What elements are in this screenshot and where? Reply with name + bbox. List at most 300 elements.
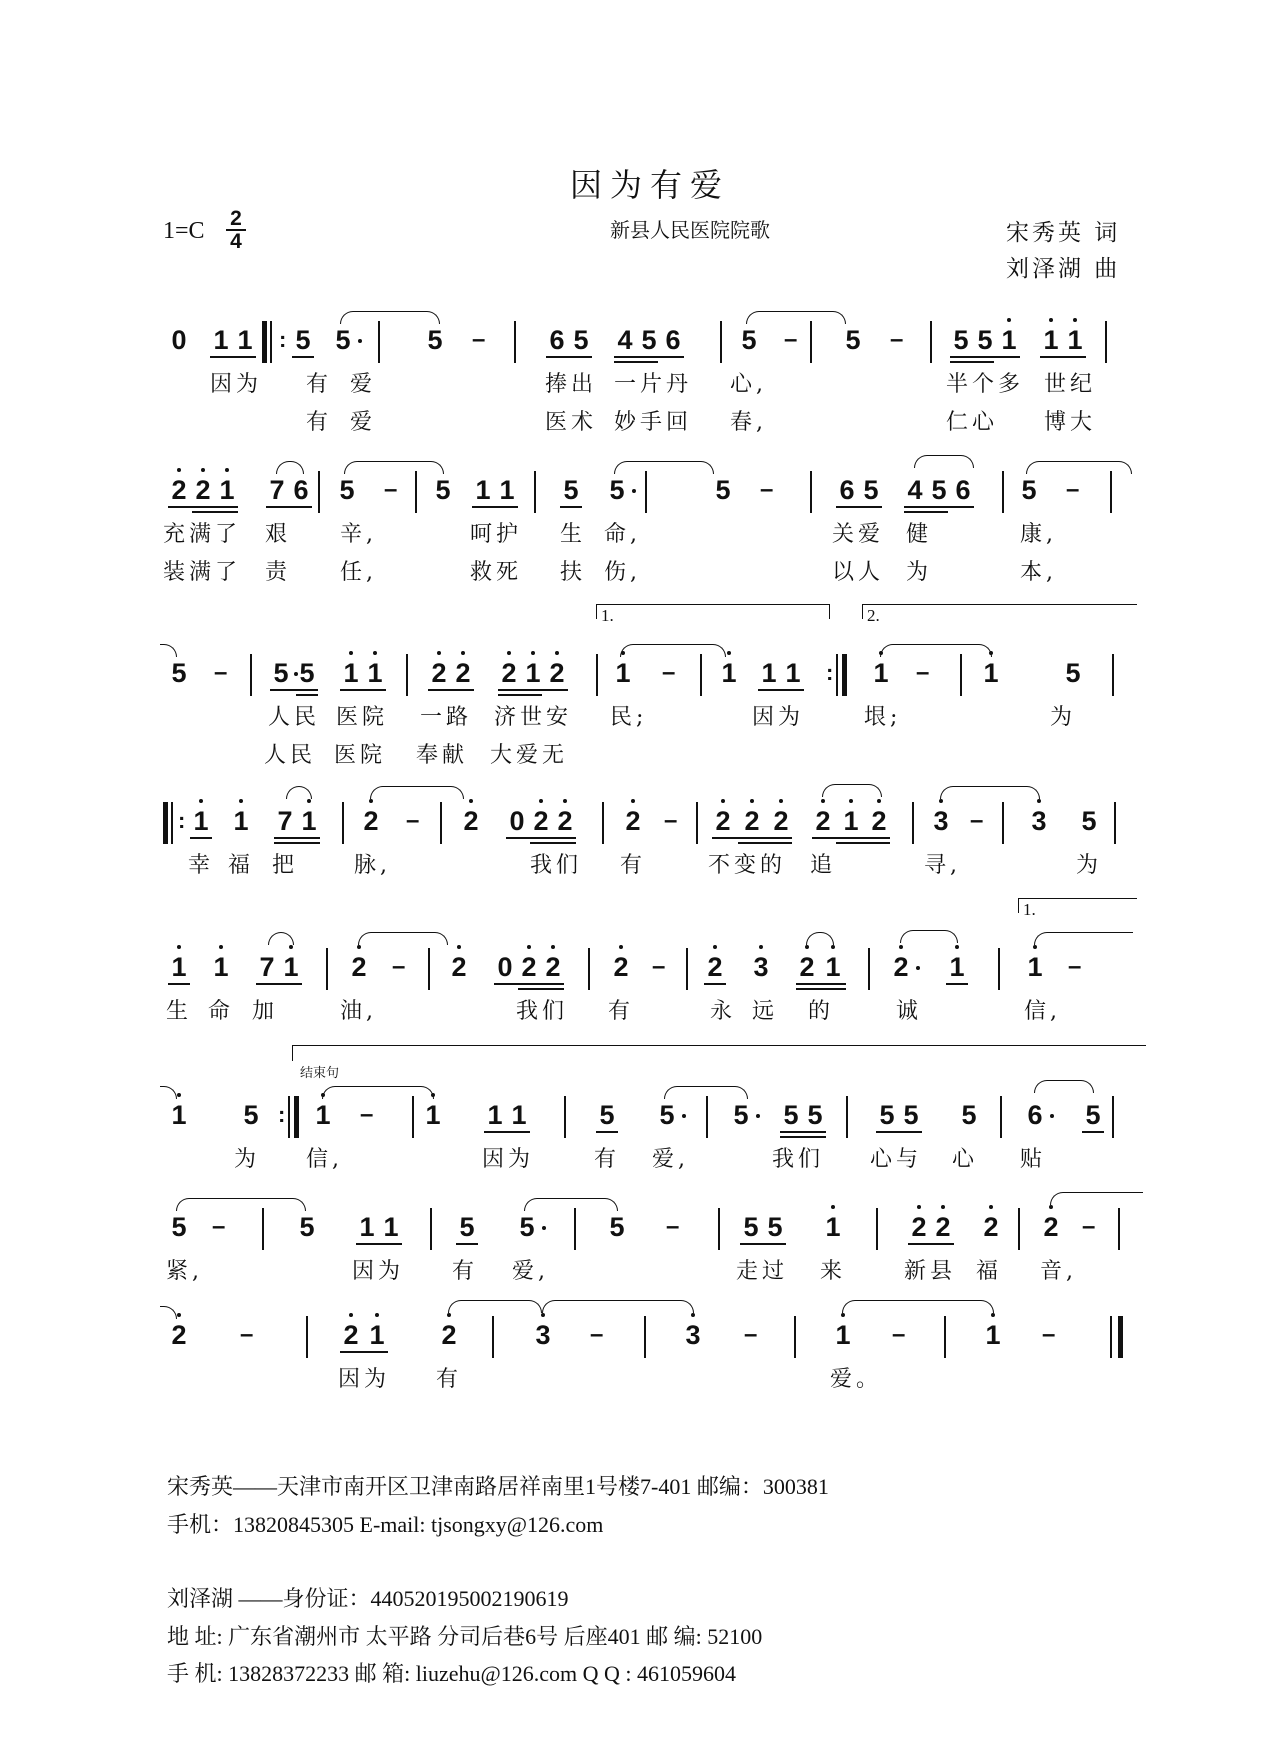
barline bbox=[492, 1316, 494, 1358]
lyric: 爱 bbox=[350, 372, 377, 397]
note: 2 bbox=[770, 806, 792, 836]
repeat-end-barline bbox=[294, 1096, 299, 1138]
barline bbox=[1118, 1208, 1120, 1250]
note: 5 bbox=[767, 1212, 783, 1242]
tie bbox=[542, 1300, 694, 1313]
note: 2 bbox=[796, 952, 818, 982]
note: 5 bbox=[641, 325, 657, 355]
note: 5 bbox=[609, 1212, 625, 1242]
note: 5 bbox=[270, 658, 292, 688]
underline bbox=[340, 1351, 388, 1353]
note: 1 bbox=[1024, 952, 1046, 982]
note: 2 bbox=[980, 1212, 1002, 1242]
dash: – bbox=[240, 1321, 254, 1348]
lyric: 有 bbox=[306, 410, 333, 435]
repeat-end-barline bbox=[842, 654, 847, 696]
underline bbox=[498, 689, 568, 691]
note: 2 bbox=[610, 952, 632, 982]
lyric: 一路 bbox=[420, 705, 473, 730]
note: 1 bbox=[946, 952, 968, 982]
underline bbox=[908, 1243, 954, 1245]
lyric: 因为 bbox=[210, 372, 263, 397]
tie bbox=[358, 932, 448, 945]
note: 7 bbox=[269, 475, 285, 505]
barline bbox=[930, 321, 932, 363]
note: 5 bbox=[656, 1100, 678, 1130]
note: 2 bbox=[448, 952, 470, 982]
note: 1 bbox=[1040, 325, 1062, 355]
note: 2 bbox=[340, 1320, 362, 1350]
dash: – bbox=[590, 1321, 604, 1348]
lyric: 福 bbox=[976, 1259, 1003, 1284]
note: 2 bbox=[546, 658, 568, 688]
tie bbox=[1026, 461, 1132, 474]
lyric: 贴 bbox=[1020, 1147, 1047, 1172]
barline bbox=[342, 802, 344, 844]
key-signature: 1=C bbox=[163, 218, 205, 244]
song-title: 因为有爱 bbox=[569, 166, 730, 204]
note: 1 bbox=[761, 658, 777, 688]
lyric: 充满了 bbox=[163, 522, 242, 547]
time-signature-numerator: 2 bbox=[226, 208, 246, 231]
underline bbox=[256, 983, 302, 985]
note: 2 bbox=[518, 952, 540, 982]
note: 5 bbox=[953, 325, 969, 355]
lyric: 济世安 bbox=[494, 705, 573, 730]
barline bbox=[1112, 1096, 1114, 1138]
note: 4 bbox=[617, 325, 633, 355]
note: 2 bbox=[1040, 1212, 1062, 1242]
note: 1 bbox=[190, 806, 212, 836]
lyric: 我们 bbox=[530, 853, 583, 878]
lyric: 呵护 bbox=[470, 522, 523, 547]
lyric: 我们 bbox=[772, 1147, 825, 1172]
tie bbox=[746, 311, 846, 324]
dash: – bbox=[1082, 1213, 1096, 1240]
note: 5 bbox=[730, 1100, 752, 1130]
lyric: 生 bbox=[166, 999, 193, 1024]
lyric: 油, bbox=[340, 999, 377, 1024]
dash: – bbox=[652, 953, 666, 980]
barline bbox=[1002, 471, 1004, 513]
underline bbox=[876, 1131, 922, 1133]
tie bbox=[176, 1198, 306, 1211]
note: 5 bbox=[606, 475, 628, 505]
lyric: 垠; bbox=[864, 705, 902, 730]
barline bbox=[944, 1316, 946, 1358]
underline bbox=[796, 988, 846, 990]
underline bbox=[836, 506, 882, 508]
note: 5 bbox=[1021, 475, 1037, 505]
tie-open bbox=[1034, 932, 1133, 945]
barline bbox=[686, 948, 688, 990]
final-barline bbox=[1110, 1316, 1112, 1358]
underline bbox=[796, 983, 846, 985]
note: 1 bbox=[511, 1100, 527, 1130]
note: 1 bbox=[499, 475, 515, 505]
lyric: 以人 bbox=[832, 560, 885, 585]
note: 6 bbox=[1024, 1100, 1046, 1130]
lyric: 因为 bbox=[338, 1367, 391, 1392]
barline bbox=[810, 471, 812, 513]
barline bbox=[1018, 1208, 1020, 1250]
note: 3 bbox=[1028, 806, 1050, 836]
note: 7 bbox=[259, 952, 275, 982]
barline bbox=[1105, 321, 1107, 363]
tie bbox=[620, 644, 726, 657]
note: 5 bbox=[243, 1100, 259, 1130]
lyric: 命, bbox=[604, 522, 641, 547]
barline bbox=[1112, 654, 1114, 696]
note: 2 bbox=[498, 658, 520, 688]
lyric: 伤, bbox=[604, 560, 641, 585]
lyric: 为 bbox=[906, 560, 933, 585]
note: 6 bbox=[839, 475, 855, 505]
volta-bracket-2 bbox=[862, 604, 1137, 625]
lyric: 紧, bbox=[166, 1259, 203, 1284]
note: 5 bbox=[783, 1100, 799, 1130]
note: 5 bbox=[807, 1100, 823, 1130]
note: 1 bbox=[840, 806, 862, 836]
note: 0 bbox=[509, 806, 525, 836]
dash: – bbox=[1042, 1321, 1056, 1348]
note: 2 bbox=[168, 1320, 190, 1350]
lyric: 一片丹 bbox=[614, 372, 693, 397]
note: 2 bbox=[890, 952, 912, 982]
lyric: 生 bbox=[560, 522, 587, 547]
underline bbox=[168, 983, 190, 985]
lyric: 人民 bbox=[268, 705, 321, 730]
barline bbox=[810, 321, 812, 363]
lyric: 扶 bbox=[560, 560, 587, 585]
barline bbox=[596, 654, 598, 696]
underline bbox=[530, 842, 576, 844]
note: 1 bbox=[298, 806, 320, 836]
tie bbox=[322, 1086, 434, 1099]
volta-bracket-1 bbox=[1018, 898, 1137, 919]
barline bbox=[876, 1208, 878, 1250]
lyric: 心与 bbox=[870, 1147, 923, 1172]
lyric: 博大 bbox=[1044, 410, 1097, 435]
note: 2 bbox=[704, 952, 726, 982]
barline bbox=[270, 321, 272, 363]
barline bbox=[415, 471, 417, 513]
lyric: 本, bbox=[1020, 560, 1057, 585]
lyric: 把 bbox=[272, 853, 299, 878]
composer-phone-email-qq: 手 机: 13828372233 邮 箱: liuzehu@126.com Q Q : 461059604 bbox=[167, 1661, 737, 1686]
note: 1 bbox=[216, 475, 238, 505]
barline bbox=[912, 802, 914, 844]
slur bbox=[822, 784, 882, 797]
underline bbox=[296, 694, 318, 696]
underline bbox=[356, 1243, 402, 1245]
underline bbox=[780, 1131, 826, 1133]
composer-credit: 刘泽湖 曲 bbox=[1006, 256, 1121, 282]
slur bbox=[1034, 1080, 1094, 1093]
barline bbox=[406, 654, 408, 696]
note: 3 bbox=[532, 1320, 554, 1350]
lyric: 命 bbox=[208, 999, 235, 1024]
tie bbox=[940, 786, 1040, 799]
lyric: 爱, bbox=[512, 1259, 549, 1284]
note: 5 bbox=[903, 1100, 919, 1130]
underline bbox=[190, 837, 212, 839]
note: 5 bbox=[295, 325, 311, 355]
lyric: 幸 bbox=[188, 853, 215, 878]
note: 1 bbox=[230, 806, 252, 836]
tie-open bbox=[1050, 1192, 1143, 1205]
underline bbox=[560, 506, 582, 508]
barline bbox=[440, 802, 442, 844]
dash: – bbox=[406, 807, 420, 834]
repeat-start-barline bbox=[163, 802, 168, 844]
note: 2 bbox=[168, 475, 190, 505]
lyricist-phone-email: 手机：13820845305 E-mail: tjsongxy@126.com bbox=[167, 1512, 604, 1537]
note: 5 bbox=[563, 475, 579, 505]
underline bbox=[456, 1243, 478, 1245]
volta-line-start bbox=[292, 1045, 293, 1061]
note: 1 bbox=[168, 952, 190, 982]
note: 2 bbox=[530, 806, 552, 836]
slur bbox=[900, 930, 958, 943]
underline bbox=[836, 842, 890, 844]
lyric: 世纪 bbox=[1044, 372, 1097, 397]
lyric: 音, bbox=[1040, 1259, 1077, 1284]
lyric: 有 bbox=[620, 853, 647, 878]
underline bbox=[904, 511, 948, 513]
slur bbox=[276, 461, 304, 474]
lyric: 信, bbox=[1024, 999, 1061, 1024]
lyric: 春, bbox=[730, 410, 767, 435]
note: 1 bbox=[422, 1100, 444, 1130]
underline bbox=[1082, 1131, 1104, 1133]
barline bbox=[1110, 471, 1112, 513]
repeat-dots: : bbox=[826, 660, 834, 685]
lyric: 康, bbox=[1020, 522, 1057, 547]
note: 1 bbox=[822, 1212, 844, 1242]
dash: – bbox=[916, 659, 930, 686]
lyric: 远 bbox=[752, 999, 779, 1024]
note: 2 bbox=[428, 658, 450, 688]
note: 5 bbox=[171, 658, 187, 688]
note: 6 bbox=[549, 325, 565, 355]
note: 5 bbox=[516, 1212, 538, 1242]
tie bbox=[448, 1300, 542, 1313]
lyric: 半个多 bbox=[946, 372, 1025, 397]
lyric: 加 bbox=[252, 999, 279, 1024]
note: 1 bbox=[785, 658, 801, 688]
note: 5 bbox=[743, 1212, 759, 1242]
underline bbox=[1040, 356, 1086, 358]
underline bbox=[506, 837, 576, 839]
barline bbox=[534, 471, 536, 513]
dash: – bbox=[744, 1321, 758, 1348]
lyric: 有 bbox=[452, 1259, 479, 1284]
note: 3 bbox=[682, 1320, 704, 1350]
dash: – bbox=[1066, 476, 1080, 503]
note: 5 bbox=[339, 475, 355, 505]
dash: – bbox=[664, 807, 678, 834]
note: 5 bbox=[299, 1212, 315, 1242]
note: 6 bbox=[293, 475, 309, 505]
note: 2 bbox=[868, 806, 890, 836]
lyric: 因为 bbox=[482, 1147, 535, 1172]
lyric: 来 bbox=[820, 1259, 847, 1284]
underline bbox=[780, 1136, 826, 1138]
underline bbox=[950, 356, 1020, 358]
barline bbox=[1000, 1096, 1002, 1138]
lyric: 为 bbox=[1076, 853, 1103, 878]
note: 2 bbox=[542, 952, 564, 982]
slur bbox=[268, 932, 294, 945]
tie bbox=[370, 786, 464, 799]
note: 1 bbox=[612, 658, 634, 688]
note: 5 bbox=[741, 325, 757, 355]
volta-line bbox=[292, 1045, 1146, 1046]
barline bbox=[514, 321, 516, 363]
dash: – bbox=[214, 659, 228, 686]
note: 1 bbox=[822, 952, 844, 982]
lyric: 捧出 bbox=[545, 372, 598, 397]
barline bbox=[564, 1096, 566, 1138]
note: 1 bbox=[280, 952, 302, 982]
lyric: 有 bbox=[306, 372, 333, 397]
barline bbox=[696, 802, 698, 844]
tie-continuation bbox=[160, 644, 177, 657]
underline bbox=[210, 356, 256, 358]
barline bbox=[171, 802, 173, 844]
tie bbox=[340, 311, 440, 324]
barline bbox=[378, 321, 380, 363]
underline bbox=[274, 842, 320, 844]
repeat-dots: : bbox=[279, 327, 287, 352]
underline bbox=[812, 837, 890, 839]
note: 5 bbox=[573, 325, 589, 355]
lyric: 爱, bbox=[652, 1147, 689, 1172]
note: 1 bbox=[237, 325, 253, 355]
note: 5 bbox=[427, 325, 443, 355]
composer-address: 地 址: 广东省潮州市 太平路 分司后巷6号 后座401 邮 编: 52100 bbox=[167, 1624, 763, 1649]
barline bbox=[250, 654, 252, 696]
note: 1 bbox=[359, 1212, 375, 1242]
barline bbox=[998, 948, 1000, 990]
note: 5 bbox=[299, 658, 315, 688]
note: 1 bbox=[340, 658, 362, 688]
dash: – bbox=[472, 326, 486, 353]
barline bbox=[836, 654, 838, 696]
note: 5 bbox=[1081, 806, 1097, 836]
lyric: 健 bbox=[906, 522, 933, 547]
note: 1 bbox=[980, 658, 1002, 688]
lyric: 福 bbox=[228, 853, 255, 878]
underline bbox=[758, 689, 804, 691]
note: 5 bbox=[599, 1100, 615, 1130]
lyric: 民; bbox=[610, 705, 648, 730]
dash: – bbox=[212, 1213, 226, 1240]
barline bbox=[720, 321, 722, 363]
underline bbox=[192, 511, 238, 513]
lyric: 医院 bbox=[334, 743, 387, 768]
slur bbox=[806, 932, 834, 945]
lyric: 信, bbox=[306, 1147, 343, 1172]
note: 2 bbox=[360, 806, 382, 836]
lyric: 装满了 bbox=[163, 560, 242, 585]
barline bbox=[428, 948, 430, 990]
barline bbox=[1114, 802, 1116, 844]
volta-label: 1. bbox=[1023, 900, 1036, 919]
note: 2 bbox=[452, 658, 474, 688]
barline bbox=[706, 1096, 708, 1138]
barline bbox=[326, 948, 328, 990]
lyric: 辛, bbox=[340, 522, 377, 547]
note: 1 bbox=[366, 1320, 388, 1350]
underline bbox=[738, 842, 792, 844]
lyric: 永 bbox=[710, 999, 737, 1024]
note: 5 bbox=[845, 325, 861, 355]
underline bbox=[704, 983, 726, 985]
underline bbox=[472, 506, 518, 508]
lyric: 爱。 bbox=[830, 1367, 883, 1392]
underline bbox=[518, 988, 564, 990]
note: 1 bbox=[870, 658, 892, 688]
repeat-start-barline bbox=[262, 321, 267, 363]
lyric: 责 bbox=[265, 560, 292, 585]
underline bbox=[274, 837, 320, 839]
note: 2 bbox=[348, 952, 370, 982]
underline bbox=[428, 689, 474, 691]
lyric: 爱 bbox=[350, 410, 377, 435]
dash: – bbox=[784, 326, 798, 353]
dash: – bbox=[666, 1213, 680, 1240]
volta-bracket-1 bbox=[596, 604, 830, 625]
lyric: 为 bbox=[234, 1147, 261, 1172]
note: 1 bbox=[522, 658, 544, 688]
barline bbox=[602, 802, 604, 844]
lyric: 因为 bbox=[352, 1259, 405, 1284]
lyric: 有 bbox=[608, 999, 635, 1024]
note: 1 bbox=[312, 1100, 334, 1130]
tie-continuation bbox=[160, 1086, 177, 1099]
note: 5 bbox=[459, 1212, 475, 1242]
lyric: 追 bbox=[810, 853, 837, 878]
note: 2 bbox=[812, 806, 834, 836]
note: 5 bbox=[332, 325, 354, 355]
note: 2 bbox=[712, 806, 734, 836]
barline bbox=[412, 1096, 414, 1138]
barline bbox=[306, 1316, 308, 1358]
note: 5 bbox=[435, 475, 451, 505]
final-barline-thick bbox=[1118, 1316, 1123, 1358]
lyric: 大爱无 bbox=[490, 743, 569, 768]
note: 1 bbox=[475, 475, 491, 505]
dash: – bbox=[392, 953, 406, 980]
note: 5 bbox=[715, 475, 731, 505]
note: 1 bbox=[487, 1100, 503, 1130]
barline bbox=[794, 1316, 796, 1358]
lyric: 关爱 bbox=[832, 522, 885, 547]
lyric: 艰 bbox=[265, 522, 292, 547]
underline bbox=[484, 1131, 530, 1133]
barline bbox=[430, 1208, 432, 1250]
barline bbox=[574, 1208, 576, 1250]
note: 5 bbox=[961, 1100, 977, 1130]
underline bbox=[498, 694, 542, 696]
volta-label: 1. bbox=[601, 606, 614, 625]
time-signature-denominator: 4 bbox=[230, 230, 242, 253]
underline bbox=[740, 1243, 786, 1245]
lyric: 奉献 bbox=[416, 743, 469, 768]
underline bbox=[596, 1131, 618, 1133]
